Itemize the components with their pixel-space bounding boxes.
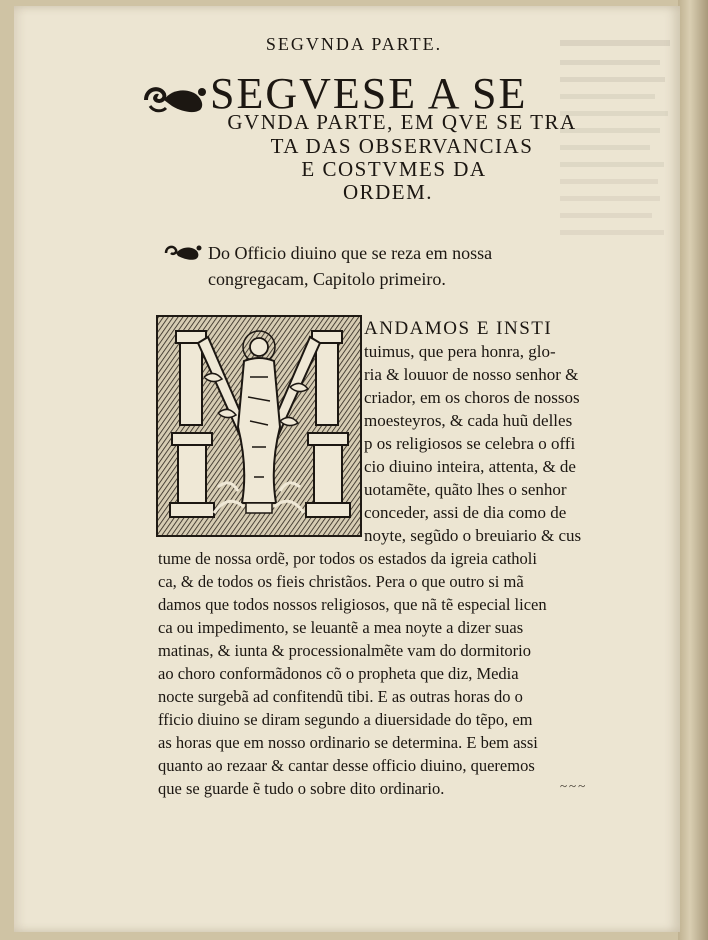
title-display-line: SEGVESE A SE [210, 69, 528, 118]
small-fleuron-icon [164, 243, 202, 261]
text-line: criador, em os choros de nossos [364, 388, 580, 407]
text-line: cio diuino inteira, attenta, & de [364, 457, 576, 476]
chapter-heading-line-1: Do Officio diuino que se reza em nossa [208, 243, 493, 263]
text-line: matinas, & iunta & processionalmẽte vam do dormitorio [158, 641, 532, 660]
woodcut-initial-m [156, 315, 362, 537]
text-line: damos que todos nossos religiosos, que nã tẽ especial licen [158, 595, 547, 614]
text-line: que se guarde ẽ tudo o sobre dito ordinario. [158, 779, 445, 798]
title-line-1: GVNDA PARTE, EM QVE SE TRA [227, 110, 577, 134]
text-line: as horas que em nosso ordinario se determina. E bem assi [158, 733, 538, 752]
text-line: tume de nossa ordẽ, por todos os estados da igreia catholi [158, 549, 537, 568]
title-line-4: ORDEM. [342, 180, 434, 204]
text-line: quanto ao rezaar & cantar desse officio diuino, queremos [158, 756, 535, 775]
text-line: uotamẽte, quãto lhes o senhor [364, 480, 567, 499]
text-line: ca ou impedimento, se leuantẽ a mea noyte a dizer suas [158, 618, 524, 637]
text-line: ao choro conformãdonos cõ o propheta que diz, Media [158, 664, 519, 683]
text-line: nocte surgebã ad confitendũ tibi. E as outras horas do o [158, 687, 523, 706]
title-line-3: E COSTVMES DA [301, 157, 487, 181]
text-line: moesteyros, & cada huũ delles [364, 411, 573, 430]
text-line: ca, & de todos os fieis christãos. Pera o que outro si mã [158, 572, 524, 591]
title-line-2: TA DAS OBSERVANCIAS [270, 134, 534, 158]
catchword-mark: ~~~ [560, 778, 588, 793]
text-line: noyte, segũdo o breuiario & cus [364, 526, 582, 545]
text-line: ria & louuor de nosso senhor & [364, 365, 579, 384]
text-line: ANDAMOS E INSTI [364, 318, 553, 339]
running-head: SEGVNDA PARTE. [265, 34, 443, 54]
text-line: tuimus, que pera honra, glo- [364, 342, 556, 361]
text-line: conceder, assi de dia como de [364, 503, 567, 522]
chapter-heading-line-2: congregacam, Capitolo primeiro. [208, 269, 446, 289]
chapter-heading [164, 240, 564, 292]
text-line: p os religiosos se celebra o offi [364, 434, 576, 453]
text-line: fficio diuino se diram segundo a diuersidade do tẽpo, em [158, 710, 533, 729]
